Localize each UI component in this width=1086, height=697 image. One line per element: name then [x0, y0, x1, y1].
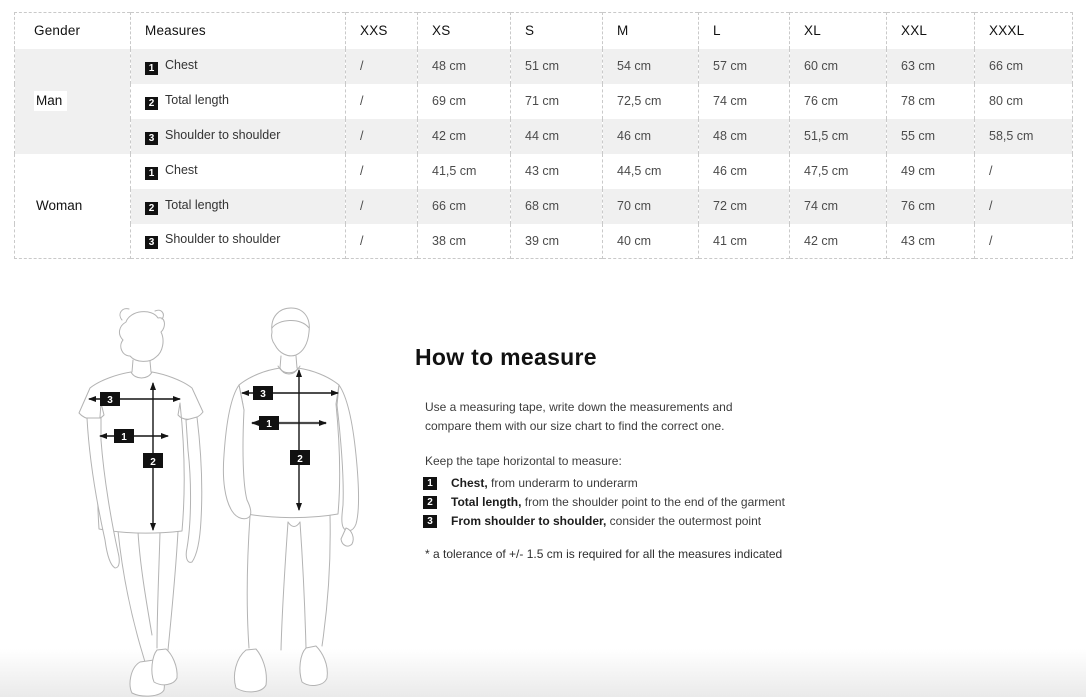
cell-value: 49 cm [887, 154, 975, 189]
col-header-xxxl: XXXL [975, 13, 1073, 49]
cell-value: 74 cm [790, 189, 887, 224]
badge-2-number: 2 [150, 457, 156, 468]
cell-value: 70 cm [603, 189, 699, 224]
cell-value: / [346, 49, 418, 84]
col-header-gender: Gender [15, 13, 131, 49]
badge-3-right [253, 386, 273, 400]
cell-value: 43 cm [887, 224, 975, 259]
cell-value: / [346, 84, 418, 119]
measure-label: Shoulder to shoulder [165, 127, 281, 142]
measure-cell [131, 224, 346, 259]
cell-value: 69 cm [418, 84, 511, 119]
badge-1-number: 1 [266, 419, 272, 430]
badge-2-left [143, 453, 163, 468]
cell-value: 41,5 cm [418, 154, 511, 189]
measure-number-badge: 2 [145, 202, 158, 215]
cell-value: 51 cm [511, 49, 603, 84]
table-row [15, 189, 1073, 224]
col-header-xxl: XXL [887, 13, 975, 49]
cell-value: 63 cm [887, 49, 975, 84]
cell-value: / [975, 154, 1073, 189]
measure-step-chest [423, 476, 935, 491]
badge-1-right [259, 416, 279, 430]
table-row [15, 49, 1073, 84]
cell-value: 76 cm [887, 189, 975, 224]
measure-label: Total length [165, 197, 229, 212]
table-row [15, 119, 1073, 154]
cell-value: 42 cm [790, 224, 887, 259]
cell-value: 47,5 cm [790, 154, 887, 189]
col-header-xl: XL [790, 13, 887, 49]
measure-steps-list [423, 476, 935, 529]
cell-value: 51,5 cm [790, 119, 887, 154]
badge-3-number: 3 [260, 389, 266, 400]
cell-value: / [346, 224, 418, 259]
measure-number-badge: 1 [145, 167, 158, 180]
cell-value: 41 cm [699, 224, 790, 259]
col-header-m: M [603, 13, 699, 49]
badge-1-left [114, 429, 134, 443]
step-number-badge: 2 [423, 496, 437, 509]
cell-value: 74 cm [699, 84, 790, 119]
badge-3-number: 3 [107, 395, 113, 406]
badge-2-number: 2 [297, 454, 303, 465]
keep-tape-instruction: Keep the tape horizontal to measure: [425, 453, 622, 468]
gender-label: Man [34, 91, 67, 111]
measure-label: Shoulder to shoulder [165, 232, 281, 247]
col-header-l: L [699, 13, 790, 49]
step-number-badge: 1 [423, 477, 437, 490]
measure-figures-illustration [60, 300, 400, 697]
col-header-xs: XS [418, 13, 511, 49]
how-to-measure-section [415, 344, 935, 561]
measure-number-badge: 3 [145, 236, 158, 249]
cell-value: 76 cm [790, 84, 887, 119]
measure-cell [131, 119, 346, 154]
cell-value: 46 cm [699, 154, 790, 189]
step-text: Total length, from the shoulder point to the end of the garment [451, 494, 785, 509]
measure-cell [131, 154, 346, 189]
cell-value: / [346, 189, 418, 224]
cell-value: 48 cm [699, 119, 790, 154]
cell-value: 54 cm [603, 49, 699, 84]
table-row [15, 84, 1073, 119]
measure-cell [131, 84, 346, 119]
header-row [15, 13, 1073, 49]
cell-value: 68 cm [511, 189, 603, 224]
cell-value: 55 cm [887, 119, 975, 154]
gender-cell-woman [15, 154, 131, 259]
cell-value: 78 cm [887, 84, 975, 119]
measure-cell [131, 49, 346, 84]
cell-value: 66 cm [418, 189, 511, 224]
cell-value: / [346, 119, 418, 154]
measure-label: Chest [165, 162, 198, 177]
col-header-measures: Measures [131, 13, 346, 49]
step-number-badge: 3 [423, 515, 437, 528]
badge-1-number: 1 [121, 432, 127, 443]
cell-value: / [975, 189, 1073, 224]
tolerance-note: * a tolerance of +/- 1.5 cm is required for all the measures indicated [425, 546, 783, 561]
size-chart-table [14, 12, 1073, 259]
cell-value: 38 cm [418, 224, 511, 259]
measure-number-badge: 2 [145, 97, 158, 110]
size-chart-section [14, 12, 1073, 259]
measure-number-badge: 3 [145, 132, 158, 145]
cell-value: 40 cm [603, 224, 699, 259]
cell-value: 42 cm [418, 119, 511, 154]
col-header-s: S [511, 13, 603, 49]
measure-label: Total length [165, 92, 229, 107]
gender-cell-man [15, 49, 131, 154]
cell-value: 46 cm [603, 119, 699, 154]
cell-value: 71 cm [511, 84, 603, 119]
cell-value: 72,5 cm [603, 84, 699, 119]
figure-tshirt-person [79, 309, 203, 696]
how-to-measure-intro: Use a measuring tape, write down the measurements and compare them with our size chart to find the correct one. [425, 400, 733, 434]
gender-label: Woman [34, 196, 87, 216]
step-text: From shoulder to shoulder, consider the outermost point [451, 513, 762, 528]
cell-value: 80 cm [975, 84, 1073, 119]
cell-value: 72 cm [699, 189, 790, 224]
cell-value: 66 cm [975, 49, 1073, 84]
figure-sweatshirt-person [223, 308, 358, 692]
how-to-measure-title: How to measure [415, 344, 597, 370]
measure-step-shoulder [423, 514, 935, 529]
badge-3-left [100, 392, 120, 406]
cell-value: 43 cm [511, 154, 603, 189]
measure-label: Chest [165, 57, 198, 72]
col-header-xxs: XXS [346, 13, 418, 49]
table-row [15, 224, 1073, 259]
cell-value: 39 cm [511, 224, 603, 259]
step-text: Chest, from underarm to underarm [451, 475, 638, 490]
measure-number-badge: 1 [145, 62, 158, 75]
table-row [15, 154, 1073, 189]
measure-cell [131, 189, 346, 224]
cell-value: 48 cm [418, 49, 511, 84]
badge-2-right [290, 450, 310, 465]
cell-value: 44,5 cm [603, 154, 699, 189]
cell-value: / [975, 224, 1073, 259]
cell-value: 44 cm [511, 119, 603, 154]
cell-value: 57 cm [699, 49, 790, 84]
cell-value: / [346, 154, 418, 189]
measure-step-total-length [423, 495, 935, 510]
cell-value: 60 cm [790, 49, 887, 84]
cell-value: 58,5 cm [975, 119, 1073, 154]
